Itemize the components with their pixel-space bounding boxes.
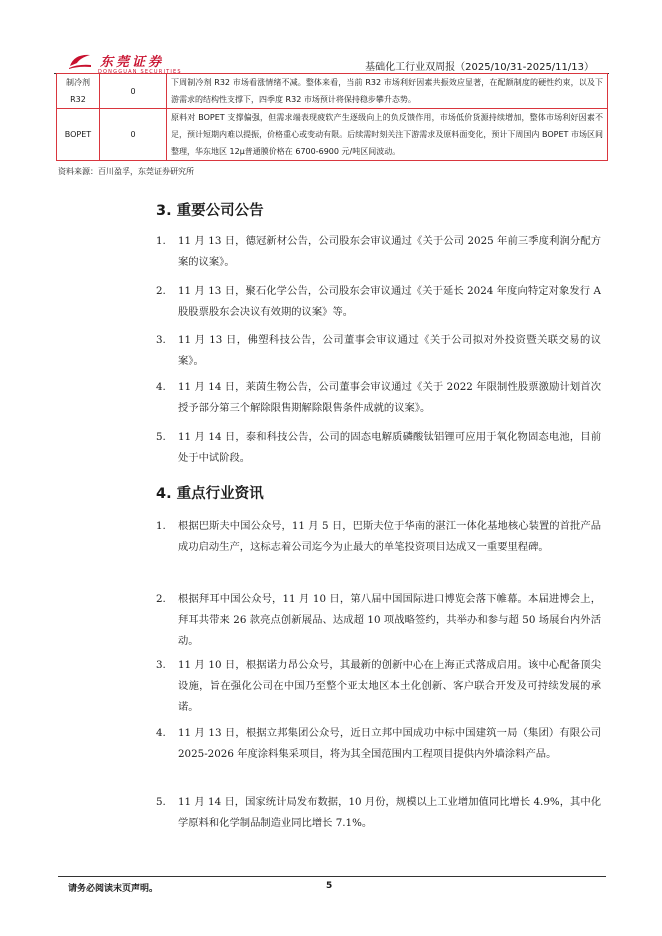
list-item [156,377,601,419]
list-item-number: 4. [156,381,166,393]
list-item-number: 5. [156,431,166,443]
table-source-note: 资料来源：百川盈孚，东莞证券研究所 [58,167,194,176]
footer-disclaimer-note: 请务必阅读末页声明。 [68,884,159,894]
list-item-number: 4. [156,727,166,739]
comment-cell: 原料对 BOPET 支撑偏强，但需求端表现疲软产生逐级向上的负反馈作用，市场低价货源持续增加，整体市场利好因素不足，预计短期内难以提振，价格重心或变动有限。后续需时刻关注下游需求及原料面变化，预计下周国内 BOPET 市场区间整理，华东地区 12μ普通膜价格在 6700-6900 元/吨区间波动。 [167,109,608,161]
list-item [156,281,601,323]
list-item-number: 2. [156,285,166,297]
list-item [156,516,601,558]
list-item [156,655,601,718]
list-item-text: 11 月 14 日，泰和科技公告，公司的固态电解质磷酸钛铝锂可应用于氧化物固态电池，目前处于中试阶段。 [178,431,601,464]
list-item-number: 3. [156,334,166,346]
product-cell: 制冷剂R32 [57,74,100,109]
list-item [156,792,601,834]
report-title: 基础化工行业双周报（2025/10/31-2025/11/13） [365,62,594,73]
list-item-text: 根据拜耳中国公众号，11 月 10 日，第八届中国国际进口博览会落下帷幕。本届进博会上，拜耳共带来 26 款亮点创新展品、达成超 10 项战略签约，共举办和参与超 50 场展台内外活动。 [178,593,601,647]
list-item-number: 5. [156,796,166,808]
section-title-company-announcements: 3. 重要公司公告 [156,203,264,219]
list-item [156,330,601,372]
list-item-text: 11 月 13 日，佛塑科技公告，公司董事会审议通过《关于公司拟对外投资暨关联交易的议案》。 [178,334,601,367]
table-row [57,109,608,161]
list-item-number: 3. [156,659,166,671]
list-item-text: 11 月 10 日，根据诺力昂公众号，其最新的创新中心在上海正式落成启用。该中心配备顶尖设施，旨在强化公司在中国乃至整个亚太地区本土化创新、客户联合开发及可持续发展的承诺。 [178,659,601,713]
list-item [156,589,601,652]
list-item-text: 11 月 13 日，德冠新材公告，公司股东会审议通过《关于公司 2025 年前三季度利润分配方案的议案》。 [178,235,601,268]
list-item [156,723,601,765]
table-row [57,74,608,109]
list-item-text: 11 月 13 日，根据立邦集团公众号，近日立邦中国成功中标中国建筑一局（集团）有限公司 2025-2026 年度涂料集采项目，将为其全国范围内工程项目提供内外墙涂料产品。 [178,727,601,760]
list-item-number: 1. [156,235,166,247]
list-item-text: 11 月 13 日，聚石化学公告，公司股东会审议通过《关于延长 2024 年度向特定对象发行 A 股股票股东会决议有效期的议案》等。 [178,285,601,318]
list-item-number: 2. [156,593,166,605]
list-item-number: 1. [156,520,166,532]
logo-mark-icon [68,52,92,70]
list-item-text: 根据巴斯夫中国公众号，11 月 5 日，巴斯夫位于华南的湛江一体化基地核心装置的首批产品成功启动生产，这标志着公司迄今为止最大的单笔投资项目达成又一重要里程碑。 [178,520,601,553]
comment-cell: 下周制冷剂 R32 市场看涨情绪不减。整体来看，当前 R32 市场利好因素共振效应显著，在配额制度的硬性约束，以及下游需求的结构性支撑下，四季度 R32 市场预计将保持稳步攀升态势。 [167,74,608,109]
section-title-industry-news: 4. 重点行业资讯 [156,486,264,502]
list-item-text: 11 月 14 日，莱茵生物公告，公司董事会审议通过《关于 2022 年限制性股票激励计划首次授予部分第三个解除限售期解除限售条件成就的议案》。 [178,381,601,414]
logo-chinese-name: 东莞证券 [100,55,165,70]
list-item [156,231,601,273]
product-cell: BOPET [57,109,100,161]
footer-divider [58,876,606,877]
score-cell: 0 [100,74,167,109]
logo-english-name: DONGGUAN SECURITIES [98,69,182,75]
list-item-text: 11 月 14 日，国家统计局发布数据，10 月份，规模以上工业增加值同比增长 4.9%，其中化学原料和化学制品制造业同比增长 7.1%。 [178,796,601,829]
score-cell: 0 [100,109,167,161]
list-item [156,427,601,469]
product-outlook-table [56,73,608,161]
page-number: 5 [326,881,333,891]
